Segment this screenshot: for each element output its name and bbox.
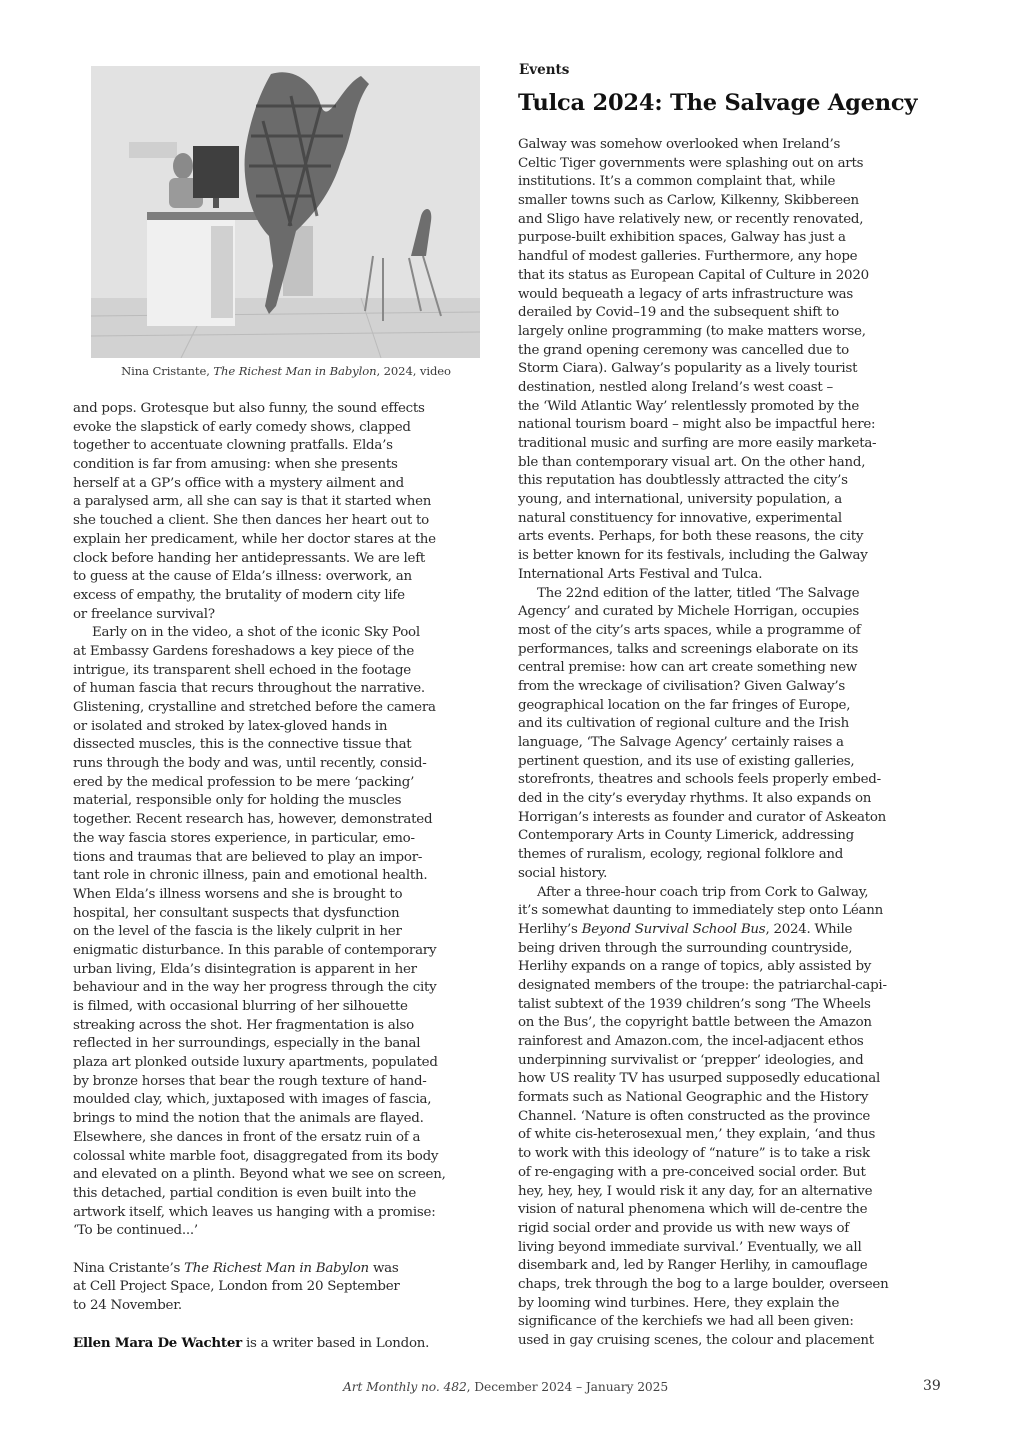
text-line: language, ‘The Salvage Agency’ certainly raises a bbox=[518, 735, 844, 750]
text-line: themes of ruralism, ecology, regional folklore and bbox=[518, 847, 844, 863]
text-line: the grand opening ceremony was cancelled due to bbox=[518, 342, 849, 358]
text-line: national tourism board – might also be impactful here: bbox=[518, 417, 876, 433]
text-line: and Sligo have relatively new, or recently renovated, bbox=[518, 211, 864, 227]
text-line: natural constituency for innovative, experimental bbox=[518, 510, 842, 526]
text-line: used in gay cruising scenes, the colour and placement bbox=[518, 1333, 874, 1348]
text-line: ded in the city’s everyday rhythms. It also expands on bbox=[518, 791, 872, 807]
text-line: how US reality TV has usurped supposedly educational bbox=[518, 1071, 881, 1087]
text-line: together to accentuate clowning pratfalls. Elda’s bbox=[73, 438, 393, 454]
paragraph-start-line: Early on in the video, a shot of the iconic Sky Pool bbox=[92, 625, 420, 641]
text-line: handful of modest galleries. Furthermore, any hope bbox=[518, 249, 858, 265]
text-line: enigmatic disturbance. In this parable of contemporary bbox=[73, 942, 437, 958]
author-name: Ellen Mara De Wachter bbox=[73, 1335, 242, 1352]
text-line: Agency’ and curated by Michele Horrigan, occupies bbox=[518, 604, 859, 620]
text-line: living beyond immediate survival.’ Eventually, we all bbox=[518, 1239, 862, 1255]
text-line: the way fascia stores experience, in particular, emo- bbox=[73, 830, 415, 846]
text-line: runs through the body and was, until recently, consid- bbox=[73, 756, 427, 772]
text-line: this detached, partial condition is even built into the bbox=[73, 1185, 417, 1201]
text-line: evoke the slapstick of early comedy shows, clapped bbox=[73, 419, 411, 435]
dancer-office-photo bbox=[91, 66, 480, 358]
text-line: disembark and, led by Ranger Herlihy, in camouflage bbox=[518, 1258, 868, 1274]
text-line: by looming wind turbines. Here, they explain the bbox=[518, 1295, 840, 1311]
text-line: plaza art plonked outside luxury apartments, populated bbox=[73, 1055, 438, 1071]
text-line: of human fascia that recurs throughout the narrative. bbox=[73, 681, 425, 697]
author-bio-text: is a writer based in London. bbox=[241, 1336, 430, 1352]
caption-artist: Nina Cristante, bbox=[121, 364, 214, 378]
text-line: largely online programming (to make matters worse, bbox=[518, 323, 866, 339]
text-line: central premise: how can art create something new bbox=[518, 660, 858, 676]
text-line: being driven through the surrounding countryside, bbox=[518, 940, 853, 956]
text-line: tant role in chronic illness, pain and emotional health. bbox=[73, 868, 428, 884]
text-fragment: Herlihy’s bbox=[518, 921, 582, 937]
text-line: explain her predicament, while her doctor stares at the bbox=[73, 531, 436, 547]
text-line: intrigue, its transparent shell echoed in the footage bbox=[73, 662, 411, 678]
text-line: chaps, trek through the bog to a large boulder, overseen bbox=[518, 1276, 889, 1292]
exhibition-note-text: Nina Cristante’s bbox=[73, 1260, 185, 1276]
text-line: When Elda’s illness worsens and she is brought to bbox=[73, 886, 403, 902]
text-fragment: , 2024. While bbox=[765, 921, 853, 937]
text-line: or freelance survival? bbox=[73, 606, 215, 622]
right-column-body bbox=[518, 136, 963, 1351]
publication-name: Art Monthly no. 482 bbox=[343, 1380, 467, 1394]
text-line: from the wreckage of civilisation? Given Galway’s bbox=[518, 678, 846, 694]
text-line: hospital, her consultant suspects that dysfunction bbox=[73, 905, 400, 921]
text-line: together. Recent research has, however, demonstrated bbox=[73, 812, 433, 828]
text-line: storefronts, theatres and schools feels properly embed- bbox=[518, 772, 881, 788]
text-line: Storm Ciara). Galway’s popularity as a lively tourist bbox=[518, 361, 858, 377]
text-line: she touched a client. She then dances her heart out to bbox=[73, 513, 429, 529]
text-line: is better known for its festivals, including the Galway bbox=[518, 548, 868, 564]
text-line: rigid social order and provide us with new ways of bbox=[518, 1220, 849, 1236]
exhibition-note-line: at Cell Project Space, London from 20 September bbox=[73, 1279, 400, 1295]
text-line: and elevated on a plinth. Beyond what we see on screen, bbox=[73, 1167, 446, 1183]
caption-work-title: The Richest Man in Babylon bbox=[213, 364, 377, 378]
text-line: is filmed, with occasional blurring of her silhouette bbox=[73, 999, 408, 1014]
text-line: artwork itself, which leaves us hanging with a promise: bbox=[73, 1204, 436, 1220]
text-line: young, and international, university population, a bbox=[518, 492, 842, 508]
exhibition-note-text: was bbox=[368, 1260, 399, 1276]
text-line: ‘To be continued...’ bbox=[73, 1223, 198, 1239]
text-line: vision of natural phenomena which will de-centre the bbox=[518, 1202, 868, 1218]
text-line: ble than contemporary visual art. On the other hand, bbox=[518, 454, 866, 470]
text-line: purpose-built exhibition spaces, Galway has just a bbox=[518, 230, 846, 246]
text-line: formats such as National Geographic and the History bbox=[518, 1090, 869, 1106]
text-line: to work with this ideology of “nature” is to take a risk bbox=[518, 1146, 870, 1162]
text-line: on the level of the fascia is the likely culprit in her bbox=[73, 924, 402, 940]
text-line: reflected in her surroundings, especially in the banal bbox=[73, 1036, 421, 1052]
video-still-image bbox=[91, 66, 480, 358]
article-headline: Tulca 2024: The Salvage Agency bbox=[518, 90, 918, 116]
page-number: 39 bbox=[923, 1378, 941, 1394]
exhibition-note-line: to 24 November. bbox=[73, 1298, 182, 1313]
text-line: colossal white marble foot, disaggregated from its body bbox=[73, 1148, 439, 1164]
text-line: significance of the kerchiefs we had all been given: bbox=[518, 1314, 854, 1330]
text-line: geographical location on the far fringes of Europe, bbox=[518, 697, 851, 713]
text-line: and its cultivation of regional culture and the Irish bbox=[518, 716, 849, 732]
caption-details: , 2024, video bbox=[376, 364, 451, 378]
text-line: behaviour and in the way her progress through the city bbox=[73, 980, 437, 996]
text-line: talist subtext of the 1939 children’s song ‘The Wheels bbox=[518, 996, 871, 1012]
exhibition-note-line bbox=[73, 1260, 503, 1279]
text-line: Horrigan’s interests as founder and curator of Askeaton bbox=[518, 809, 887, 825]
text-line-with-title bbox=[518, 921, 963, 940]
text-line: excess of empathy, the brutality of modern city life bbox=[73, 587, 405, 603]
text-line: of re-engaging with a pre-conceived social order. But bbox=[518, 1164, 866, 1180]
text-line: on the Bus’, the copyright battle between the Amazon bbox=[518, 1015, 872, 1031]
text-line: rainforest and Amazon.com, the incel-adjacent ethos bbox=[518, 1034, 864, 1049]
text-line: Galway was somehow overlooked when Ireland’s bbox=[518, 137, 841, 152]
text-line: Channel. ‘Nature is often constructed as the province bbox=[518, 1108, 871, 1124]
text-line: material, responsible only for holding the muscles bbox=[73, 793, 402, 809]
text-line: or isolated and stroked by latex-gloved hands in bbox=[73, 718, 388, 734]
text-line: that its status as European Capital of Culture in 2020 bbox=[518, 267, 869, 283]
text-line: performances, talks and screenings elaborate on its bbox=[518, 641, 859, 657]
paragraph-start-line: The 22nd edition of the latter, titled ‘The Salvage bbox=[537, 585, 860, 601]
text-line: would bequeath a legacy of arts infrastructure was bbox=[518, 286, 854, 302]
text-line: Elsewhere, she dances in front of the ersatz ruin of a bbox=[73, 1129, 421, 1145]
paragraph-gap bbox=[73, 1241, 503, 1260]
text-line: tions and traumas that are believed to play an impor- bbox=[73, 849, 423, 865]
exhibition-work-title: The Richest Man in Babylon bbox=[184, 1260, 369, 1276]
text-line: institutions. It’s a common complaint that, while bbox=[518, 174, 836, 190]
text-line: it’s somewhat daunting to immediately step onto Léann bbox=[518, 903, 883, 919]
text-line: smaller towns such as Carlow, Kilkenny, Skibbereen bbox=[518, 193, 859, 209]
text-line: a paralysed arm, all she can say is that it started when bbox=[73, 494, 432, 510]
text-line: of white cis-heterosexual men,’ they explain, ‘and thus bbox=[518, 1127, 876, 1143]
text-line: dissected muscles, this is the connective tissue that bbox=[73, 737, 412, 753]
text-line: Contemporary Arts in County Limerick, addressing bbox=[518, 828, 854, 844]
text-line: at Embassy Gardens foreshadows a key piece of the bbox=[73, 643, 415, 659]
text-line: herself at a GP’s office with a mystery ailment and bbox=[73, 475, 404, 491]
text-line: by bronze horses that bear the rough texture of hand- bbox=[73, 1073, 427, 1089]
text-line: underpinning survivalist or ‘prepper’ ideologies, and bbox=[518, 1052, 864, 1068]
text-line: hey, hey, hey, I would risk it any day, for an alternative bbox=[518, 1183, 873, 1199]
paragraph-gap bbox=[73, 1316, 503, 1335]
artwork-title: Beyond Survival School Bus bbox=[581, 921, 766, 937]
text-line: the ‘Wild Atlantic Way’ relentlessly promoted by the bbox=[518, 398, 859, 414]
text-line: designated members of the troupe: the patriarchal-capi- bbox=[518, 977, 887, 993]
text-line: brings to mind the notion that the animals are flayed. bbox=[73, 1111, 424, 1127]
text-line: Herlihy expands on a range of topics, ably assisted by bbox=[518, 959, 872, 975]
text-line: Celtic Tiger governments were splashing out on arts bbox=[518, 155, 864, 171]
text-line: Glistening, crystalline and stretched before the camera bbox=[73, 700, 436, 715]
text-line: and pops. Grotesque but also funny, the sound effects bbox=[73, 401, 425, 416]
text-line: clock before handing her antidepressants. We are left bbox=[73, 550, 426, 566]
section-label: Events bbox=[519, 62, 570, 78]
page-footer bbox=[343, 1380, 668, 1394]
issue-date: , December 2024 – January 2025 bbox=[466, 1380, 669, 1394]
text-line: traditional music and surfing are more easily marketa- bbox=[518, 436, 877, 451]
text-line: arts events. Perhaps, for both these reasons, the city bbox=[518, 529, 864, 545]
left-column-body bbox=[73, 400, 503, 1353]
author-bio bbox=[73, 1334, 503, 1353]
text-line: pertinent question, and its use of existing galleries, bbox=[518, 753, 855, 769]
text-line: International Arts Festival and Tulca. bbox=[518, 566, 763, 582]
text-line: this reputation has doubtlessly attracted the city’s bbox=[518, 473, 848, 489]
text-line: streaking across the shot. Her fragmentation is also bbox=[73, 1017, 414, 1033]
text-line: condition is far from amusing: when she presents bbox=[73, 457, 398, 473]
text-line: derailed by Covid–19 and the subsequent shift to bbox=[518, 305, 839, 321]
text-line: social history. bbox=[518, 865, 608, 881]
text-line: ered by the medical profession to be mere ‘packing’ bbox=[73, 774, 415, 790]
text-line: to guess at the cause of Elda’s illness: overwork, an bbox=[73, 569, 412, 585]
paragraph-start-line: After a three-hour coach trip from Cork to Galway, bbox=[537, 884, 869, 900]
figure-caption bbox=[73, 364, 499, 378]
text-line: urban living, Elda’s disintegration is apparent in her bbox=[73, 961, 417, 977]
text-line: destination, nestled along Ireland’s west coast – bbox=[518, 379, 833, 395]
text-line: moulded clay, which, juxtaposed with images of fascia, bbox=[73, 1092, 432, 1108]
text-line: most of the city’s arts spaces, while a programme of bbox=[518, 622, 861, 638]
